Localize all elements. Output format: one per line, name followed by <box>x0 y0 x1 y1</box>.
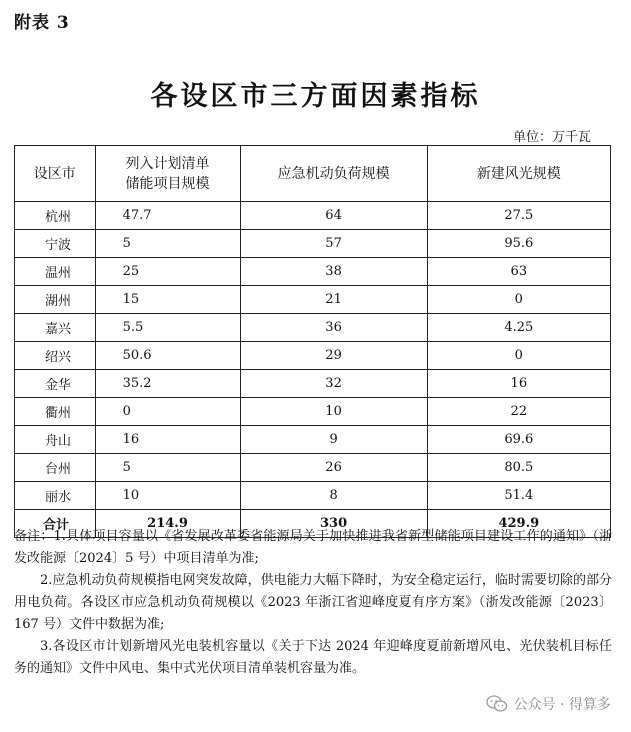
total-wind-solar: 429.9 <box>427 510 610 538</box>
table-row <box>15 258 611 286</box>
cell-wind-solar: 27.5 <box>427 202 610 230</box>
cell-region: 绍兴 <box>15 342 96 370</box>
table-row <box>15 314 611 342</box>
table-row <box>15 482 611 510</box>
total-storage: 214.9 <box>95 510 240 538</box>
table-row <box>15 230 611 258</box>
table-row <box>15 286 611 314</box>
cell-wind-solar: 80.5 <box>427 454 610 482</box>
cell-storage: 15 <box>95 286 240 314</box>
cell-emergency-load: 36 <box>240 314 427 342</box>
table-row <box>15 342 611 370</box>
watermark <box>486 694 611 714</box>
cell-wind-solar: 95.6 <box>427 230 610 258</box>
cell-emergency-load: 57 <box>240 230 427 258</box>
note-1: 备注：1.具体项目容量以《省发展改革委省能源局关于加快推进我省新型储能项目建设工作的通知》（浙发改能源〔2024〕5 号）中项目清单为准; <box>14 529 612 566</box>
cell-storage: 10 <box>95 482 240 510</box>
cell-wind-solar: 51.4 <box>427 482 610 510</box>
cell-storage: 5 <box>95 454 240 482</box>
cell-storage: 5 <box>95 230 240 258</box>
indicator-table <box>14 145 611 538</box>
cell-wind-solar: 63 <box>427 258 610 286</box>
header-storage <box>95 146 240 202</box>
cell-wind-solar: 0 <box>427 342 610 370</box>
notes <box>14 526 612 680</box>
cell-emergency-load: 9 <box>240 426 427 454</box>
header-storage-text: 列入计划清单 储能项目规模 <box>125 155 210 192</box>
cell-emergency-load: 21 <box>240 286 427 314</box>
table-row <box>15 398 611 426</box>
cell-wind-solar: 4.25 <box>427 314 610 342</box>
header-region: 设区市 <box>15 146 96 202</box>
cell-region: 台州 <box>15 454 96 482</box>
cell-storage: 25 <box>95 258 240 286</box>
page-title: 各设区市三方面因素指标 <box>150 81 481 112</box>
cell-storage: 50.6 <box>95 342 240 370</box>
cell-wind-solar: 0 <box>427 286 610 314</box>
table-row <box>15 370 611 398</box>
cell-storage: 0 <box>95 398 240 426</box>
table-body <box>15 202 611 538</box>
total-emergency-load: 330 <box>240 510 427 538</box>
cell-wind-solar: 22 <box>427 398 610 426</box>
cell-region: 丽水 <box>15 482 96 510</box>
table-header-row <box>15 146 611 202</box>
total-label: 合计 <box>15 510 96 538</box>
unit-label: 单位：万千瓦 <box>512 130 591 145</box>
table-row <box>15 426 611 454</box>
header-emergency-load: 应急机动负荷规模 <box>240 146 427 202</box>
cell-emergency-load: 10 <box>240 398 427 426</box>
cell-emergency-load: 29 <box>240 342 427 370</box>
cell-region: 宁波 <box>15 230 96 258</box>
cell-region: 湖州 <box>15 286 96 314</box>
cell-region: 温州 <box>15 258 96 286</box>
cell-region: 舟山 <box>15 426 96 454</box>
cell-region: 杭州 <box>15 202 96 230</box>
cell-region: 衢州 <box>15 398 96 426</box>
cell-emergency-load: 38 <box>240 258 427 286</box>
cell-storage: 16 <box>95 426 240 454</box>
header-wind-solar: 新建风光规模 <box>427 146 610 202</box>
watermark-text: 公众号 · 得算多 <box>513 697 611 713</box>
cell-storage: 47.7 <box>95 202 240 230</box>
cell-region: 金华 <box>15 370 96 398</box>
cell-region: 嘉兴 <box>15 314 96 342</box>
wechat-icon <box>486 695 508 713</box>
cell-storage: 5.5 <box>95 314 240 342</box>
cell-emergency-load: 32 <box>240 370 427 398</box>
cell-storage: 35.2 <box>95 370 240 398</box>
appendix-label: 附表 3 <box>14 13 70 33</box>
cell-wind-solar: 69.6 <box>427 426 610 454</box>
note-2: 2.应急机动负荷规模指电网突发故障，供电能力大幅下降时，为安全稳定运行，临时需要切除的部分用电负荷。各设区市应急机动负荷规模以《2023 年浙江省迎峰度夏有序方案》（浙发改能源〔2023〕167 号）文件中数据为准; <box>14 573 612 632</box>
table-row <box>15 202 611 230</box>
note-3: 3.各设区市计划新增风光电装机容量以《关于下达 2024 年迎峰度夏前新增风电、光伏装机目标任务的通知》文件中风电、集中式光伏项目清单装机容量为准。 <box>14 639 612 676</box>
cell-emergency-load: 64 <box>240 202 427 230</box>
cell-wind-solar: 16 <box>427 370 610 398</box>
table-row <box>15 454 611 482</box>
cell-emergency-load: 26 <box>240 454 427 482</box>
cell-emergency-load: 8 <box>240 482 427 510</box>
